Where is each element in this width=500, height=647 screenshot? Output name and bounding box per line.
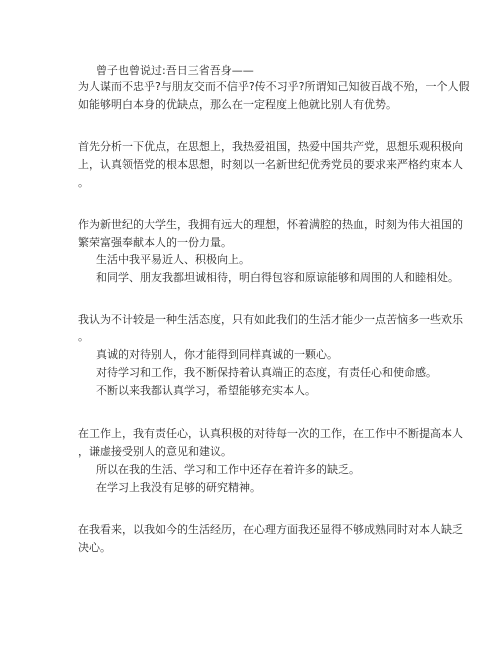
text-line: 真诚的对待别人，你才能得到同样真诚的一颗心。 — [96, 348, 338, 361]
text-line: 所以在我的生活、学习和工作中还存在着许多的缺乏。 — [96, 463, 360, 476]
text-line: 繁荣富强奉献本人的一份力量。 — [78, 236, 232, 249]
text-line: 不断以来我都认真学习，希望能够充实本人。 — [96, 384, 316, 397]
text-line: 作为新世纪的大学生，我拥有远大的理想，怀着满腔的热血，时刻为伟大祖国的 — [78, 218, 463, 231]
text-line: 如能够明白本身的优缺点，那么在一定程度上他就比别人有优势。 — [78, 98, 397, 111]
text-line: 在学习上我没有足够的研究精神。 — [96, 481, 261, 494]
text-line: ，谦虚接受别人的意见和建议。 — [78, 445, 232, 458]
text-line: 曾子也曾说过:吾日三省吾身—— — [96, 64, 254, 77]
text-line: 。 — [78, 176, 89, 189]
text-line: 在工作上，我有责任心，认真积极的对待每一次的工作，在工作中不断提高本人 — [78, 427, 463, 440]
text-line: 为人谋而不忠乎?与朋友交而不信乎?传不习乎?所谓知己知彼百战不殆，一个人假 — [78, 80, 470, 93]
text-line: 在我看来，以我如今的生活经历，在心理方面我还显得不够成熟同时对本人缺乏 — [78, 523, 463, 536]
text-line: 。 — [78, 330, 89, 343]
text-line: 上，认真领悟党的根本思想，时刻以一名新世纪优秀党员的要求来严格约束本人 — [78, 158, 463, 171]
text-line: 对待学习和工作，我不断保持着认真端正的态度，有责任心和使命感。 — [96, 366, 437, 379]
text-line: 首先分析一下优点，在思想上，我热爱祖国，热爱中国共产党，思想乐观积极向 — [78, 140, 463, 153]
text-line: 和同学、朋友我都坦诚相待，明白得包容和原谅能够和周围的人和睦相处。 — [96, 271, 459, 284]
text-line: 我认为不计较是一种生活态度，只有如此我们的生活才能少一点苦恼多一些欢乐 — [78, 313, 463, 326]
text-line: 生活中我平易近人、积极向上。 — [96, 253, 250, 266]
text-line: 决心。 — [78, 541, 111, 554]
